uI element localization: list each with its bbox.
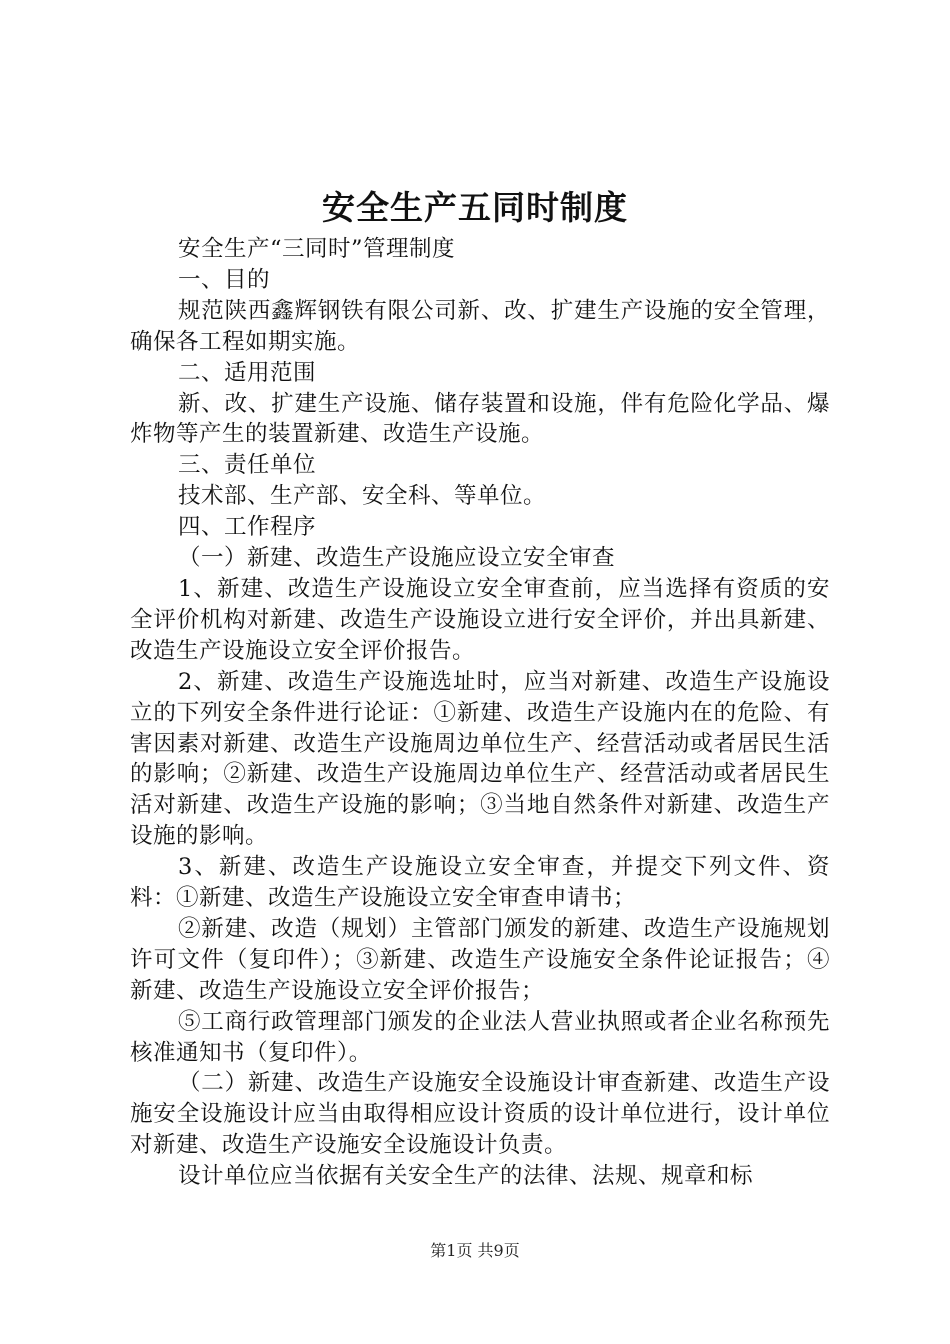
paragraph: 设计单位应当依据有关安全生产的法律、法规、规章和标 [178,1163,754,1190]
paragraph: 一、目的 [178,266,271,293]
paragraph: 规范陕西鑫辉钢铁有限公司新、改、扩建生产设施的安全管理，确保各工程如期实施。 [130,297,830,355]
document-title: 安全生产五同时制度 [322,188,628,227]
document-body [130,234,830,1192]
paragraph: 3、新建、改造生产设施设立安全审查，并提交下列文件、资料：①新建、改造生产设施设立安全审查申请书； [130,854,830,912]
paragraph: ②新建、改造（规划）主管部门颁发的新建、改造生产设施规划许可文件（复印件）；③新建、改造生产设施安全条件论证报告；④新建、改造生产设施设立安全评价报告； [130,915,830,1004]
page-number-footer: 第1页 共9页 [430,1241,520,1260]
paragraph: 新、改、扩建生产设施、储存装置和设施，伴有危险化学品、爆炸物等产生的装置新建、改造生产设施。 [130,390,830,448]
paragraph: 三、责任单位 [178,452,317,479]
paragraph: ⑤工商行政管理部门颁发的企业法人营业执照或者企业名称预先核准通知书（复印件）。 [130,1008,830,1066]
paragraph: 技术部、生产部、安全科、等单位。 [178,483,547,510]
paragraph: 安全生产“三同时”管理制度 [178,236,456,262]
paragraph: （二）新建、改造生产设施安全设施设计审查新建、改造生产设施安全设施设计应当由取得相应设计资质的设计单位进行，设计单位对新建、改造生产设施安全设施设计负责。 [130,1070,830,1159]
paragraph: 2、新建、改造生产设施选址时，应当对新建、改造生产设施设立的下列安全条件进行论证：①新建、改造生产设施内在的危险、有害因素对新建、改造生产设施周边单位生产、经营活动或者居民生活的影响；②新建、改造生产设施周边单位生产、经营活动或者居民生活对新建、改造生产设施的影响；③当地自然条件对新建、改造生产设施的影响。 [130,668,830,850]
paragraph: 二、适用范围 [178,359,317,386]
paragraph: 四、工作程序 [178,514,317,541]
paragraph: 1、新建、改造生产设施设立安全审查前，应当选择有资质的安全评价机构对新建、改造生产设施设立进行安全评价，并出具新建、改造生产设施设立安全评价报告。 [130,575,830,664]
paragraph: （一）新建、改造生产设施应设立安全审查 [178,545,616,572]
